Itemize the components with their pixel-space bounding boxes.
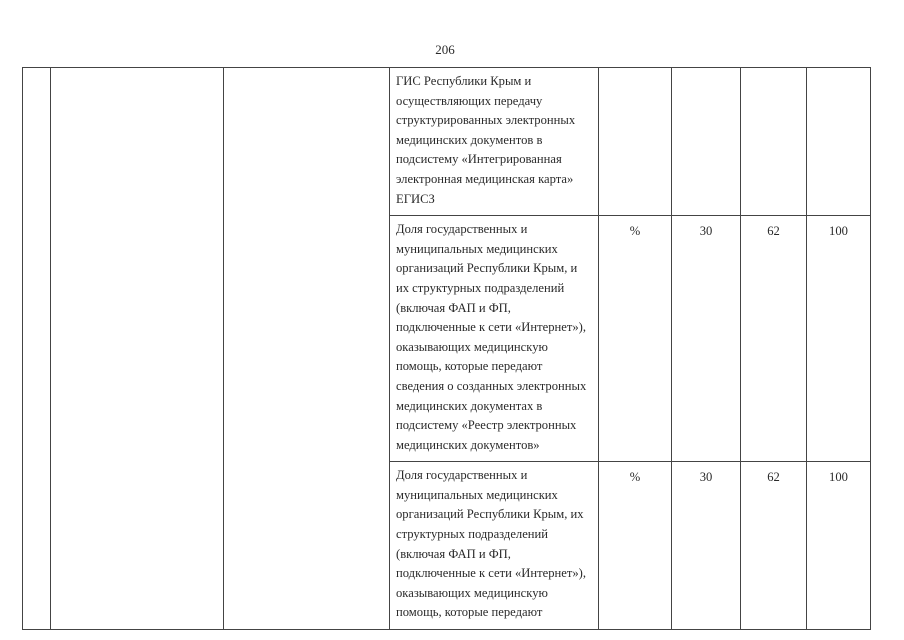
indicators-table bbox=[22, 67, 871, 630]
value-cell bbox=[672, 68, 741, 216]
value-cell: 100 bbox=[807, 462, 871, 630]
value-cell bbox=[807, 68, 871, 216]
indicator-cell: ГИС Республики Крым и осуществляющих передачу структурированных электронных медицинских документов в подсистему «Интегрированная электронная медицинская карта» ЕГИСЗ bbox=[390, 68, 599, 216]
indicator-cell: Доля государственных и муниципальных медицинских организаций Республики Крым, их структурных подразделений (включая ФАП и ФП, подключенные к сети «Интернет»), оказывающих медицинскую помощь, которые передают bbox=[390, 462, 599, 630]
project-cell bbox=[51, 68, 224, 630]
page-number: 206 bbox=[435, 42, 455, 57]
value-cell: 62 bbox=[741, 462, 807, 630]
unit-cell: % bbox=[599, 216, 672, 462]
indicator-cell: Доля государственных и муниципальных медицинских организаций Республики Крым, и их структурных подразделений (включая ФАП и ФП, подключенные к сети «Интернет»), оказывающих медицинскую помощь, которые передают сведения о созданных электронных медицинских документах в подсистему «Реестр электронных медицинских документов» bbox=[390, 216, 599, 462]
value-cell: 100 bbox=[807, 216, 871, 462]
value-cell bbox=[741, 68, 807, 216]
goal-cell bbox=[224, 68, 390, 630]
unit-cell bbox=[599, 68, 672, 216]
value-cell: 30 bbox=[672, 216, 741, 462]
value-cell: 62 bbox=[741, 216, 807, 462]
index-cell bbox=[23, 68, 51, 630]
table-row bbox=[23, 68, 871, 216]
unit-cell: % bbox=[599, 462, 672, 630]
value-cell: 30 bbox=[672, 462, 741, 630]
